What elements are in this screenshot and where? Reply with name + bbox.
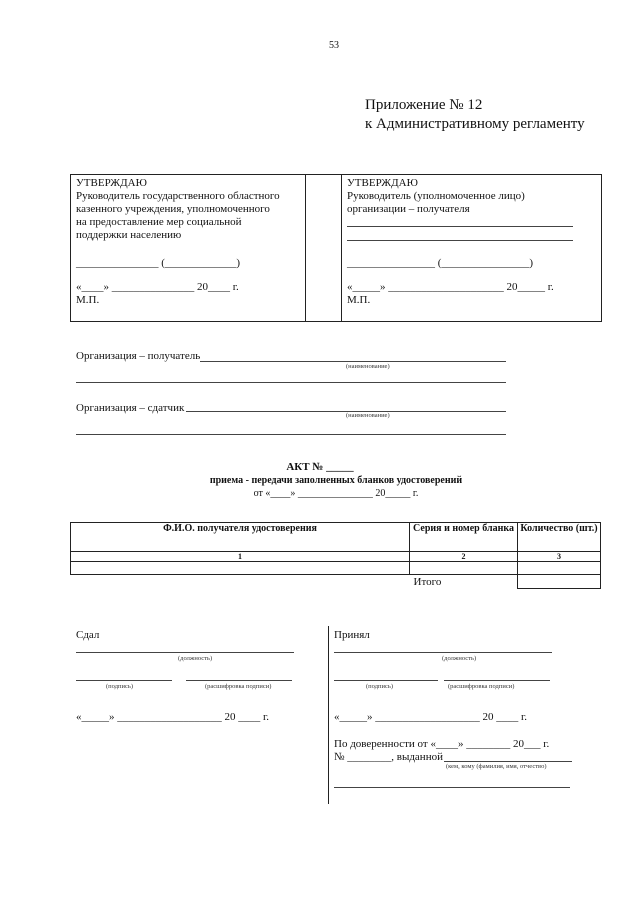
handed-position-hint: (должность) <box>178 655 213 662</box>
approve-right-blank-line <box>347 226 573 227</box>
received-date: «_____» ___________________ 20 ____ г. <box>334 711 528 723</box>
received-title: Принял <box>334 629 370 641</box>
received-position-line <box>334 652 552 653</box>
approval-divider-1 <box>305 175 306 321</box>
recipient-naming-hint: (наименование) <box>346 363 390 370</box>
approve-left-heading: УТВЕРЖДАЮ <box>76 177 147 189</box>
handed-signature-hint: (подпись) <box>106 683 133 690</box>
approve-left-stamp: М.П. <box>76 294 100 306</box>
proxy-line: По доверенности от «____» ________ 20___ г. <box>334 738 550 750</box>
approve-left-line: на предоставление мер социальной <box>76 216 242 228</box>
column-number-1: 1 <box>71 552 410 562</box>
approve-right-line: организации – получателя <box>347 203 470 215</box>
table-cell <box>518 562 601 575</box>
handed-date: «_____» ___________________ 20 ____ г. <box>76 711 270 723</box>
appendix-line-2: к Административному регламенту <box>365 116 585 132</box>
approve-right-blank-line <box>347 240 573 241</box>
proxy-line-2 <box>334 787 570 788</box>
approve-right-stamp: М.П. <box>347 294 371 306</box>
column-number-2: 2 <box>410 552 518 562</box>
handed-position-line <box>76 652 294 653</box>
handed-title: Сдал <box>76 629 100 641</box>
table-cell <box>410 562 518 575</box>
column-number-3: 3 <box>518 552 601 562</box>
received-signature-hint: (подпись) <box>366 683 393 690</box>
items-table <box>70 522 601 589</box>
sender-naming-hint: (наименование) <box>346 412 390 419</box>
header-series-number: Серия и номер бланка <box>410 523 518 552</box>
recipient-org-line-2 <box>76 382 506 383</box>
act-title: АКТ № _____ <box>286 461 354 473</box>
received-decode-hint: (расшифровка подписи) <box>448 683 515 690</box>
table-cell <box>71 562 410 575</box>
act-subtitle: приема - передачи заполненных бланков удостоверений <box>209 475 463 486</box>
sender-org-line-2 <box>76 434 506 435</box>
approve-left-line: казенного учреждения, уполномоченного <box>76 203 270 215</box>
page-number: 53 <box>329 40 339 51</box>
approve-right-date: «_____» _____________________ 20_____ г. <box>347 281 554 293</box>
total-cell <box>518 575 601 589</box>
approve-left-signature: _______________ (_____________) <box>76 257 241 269</box>
approval-divider-2 <box>341 175 342 321</box>
received-decode-line <box>444 680 550 681</box>
approve-left-line: поддержки населению <box>76 229 182 241</box>
approve-left-line: Руководитель государственного областного <box>76 190 280 202</box>
handed-decode-line <box>186 680 292 681</box>
received-position-hint: (должность) <box>442 655 477 662</box>
received-signature-line <box>334 680 438 681</box>
approve-left-date: «____» _______________ 20____ г. <box>76 281 239 293</box>
header-recipient-name: Ф.И.О. получателя удостоверения <box>71 523 410 552</box>
act-date: от «____» _______________ 20_____ г. <box>253 488 419 499</box>
recipient-org-label: Организация – получатель <box>76 350 201 362</box>
signature-divider <box>328 626 329 804</box>
appendix-line-1: Приложение № 12 <box>365 97 483 113</box>
approve-right-heading: УТВЕРЖДАЮ <box>347 177 418 189</box>
sender-org-label: Организация – сдатчик <box>76 402 185 414</box>
handed-decode-hint: (расшифровка подписи) <box>205 683 272 690</box>
total-label: Итого <box>413 575 442 588</box>
proxy-hint: (кем, кому (фамилия, имя, отчество) <box>446 763 547 770</box>
handed-signature-line <box>76 680 172 681</box>
proxy-number: № ________, выданной <box>334 751 443 763</box>
header-quantity: Количество (шт.) <box>518 523 601 552</box>
recipient-org-line <box>200 361 506 362</box>
approve-right-signature: ________________ (________________) <box>347 257 534 269</box>
proxy-issued-line <box>444 761 572 762</box>
approve-right-line: Руководитель (уполномоченное лицо) <box>347 190 525 202</box>
